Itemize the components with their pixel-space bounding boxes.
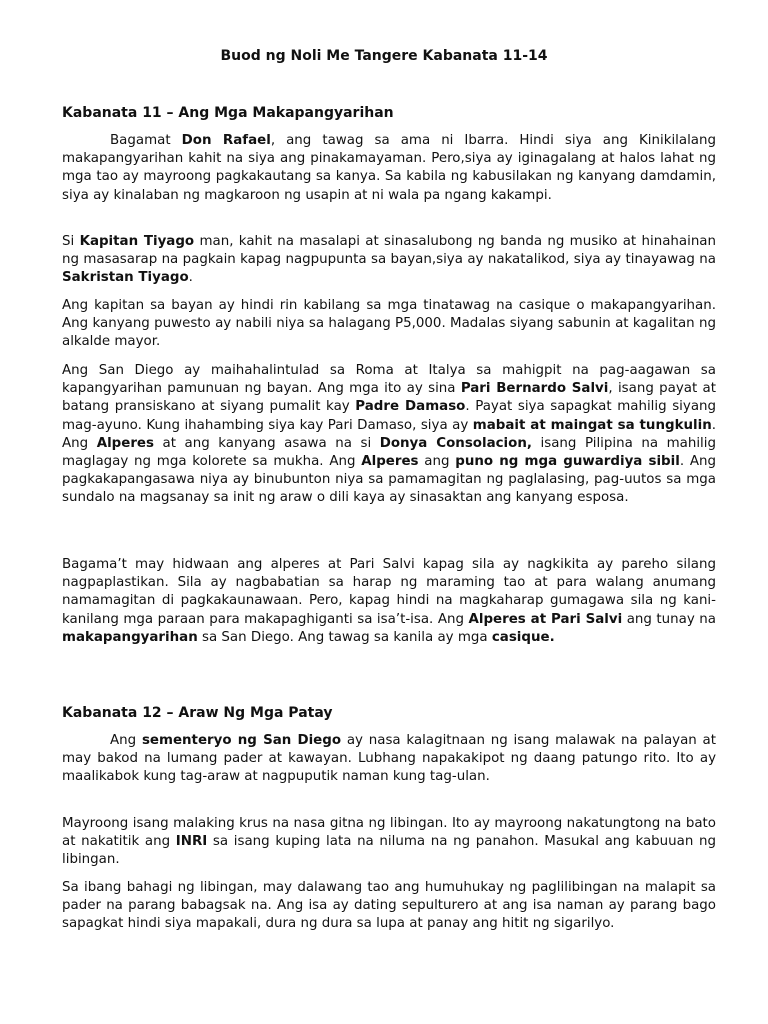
chapter-11-paragraph-3: [62, 297, 716, 352]
chapter-12-paragraph-1: [62, 732, 716, 787]
text-run: sa isang kuping lata na niluma na ng panahon. Masukal ang kabuuan ng libingan.: [62, 834, 717, 868]
text-run: at ang kanyang asawa na si: [153, 435, 380, 451]
chapter-11-paragraph-1: [62, 132, 716, 205]
document-title: Buod ng Noli Me Tangere Kabanata 11-14: [220, 48, 548, 64]
bold-text-run: Alperes: [96, 435, 154, 451]
bold-text-run: mabait at maingat sa tungkulin: [472, 417, 712, 433]
text-run: Bagamat: [110, 133, 182, 148]
text-run: isang Pilipina na mahilig maglagay ng mga kolorete sa mukha. Ang: [62, 435, 716, 470]
text-run: ang: [418, 454, 456, 470]
text-run: . Ang pagkakapangasawa niya ay binubunton niya sa pamamagitan ng paglalasing, pag-uutos sa mga sundalo na magsanay sa init ng araw o dili kaya ay sinasaktan ang kanyang esposa.: [62, 454, 716, 506]
bold-text-run: Kapitan Tiyago: [79, 234, 195, 249]
bold-text-run: Alperes: [361, 454, 419, 470]
text-run: Mayroong isang malaking krus na nasa gitna ng libingan. Ito ay mayroong nakatungtong na bato at nakatitik ang: [62, 816, 716, 850]
text-run: , isang payat at batang pransiskano at siyang pumalit kay: [62, 381, 716, 415]
bold-text-run: Pari Bernardo Salvi: [460, 381, 609, 397]
text-run: sa San Diego. Ang tawag sa kanila ay mga: [197, 629, 492, 645]
chapter-12-heading: Kabanata 12 – Araw Ng Mga Patay: [62, 705, 333, 721]
text-run: Si: [62, 234, 80, 249]
text-run: man, kahit na masalapi at sinasalubong ng banda ng musiko at hinahainan ng masasarap na pagkain kapag nagpupunta sa bayan,siya ay nakatalikod, siya ay tinayawag na: [62, 234, 716, 268]
text-run: . Ang: [62, 417, 717, 451]
bold-text-run: sementeryo ng San Diego: [141, 733, 342, 748]
bold-text-run: puno ng mga guwardiya sibil: [455, 454, 680, 470]
text-run: Ang kapitan sa bayan ay hindi rin kabilang sa mga tinatawag na casique o makapangyarihan. Ang kanyang puwesto ay nabili niya sa halagang P5,000. Madalas siyang sabunin at kagalitan ng alkalde mayor.: [62, 298, 716, 350]
text-run: . Payat siya sapagkat mahilig siyang mag-ayuno. Kung ihahambing siya kay Pari Damaso, siya ay: [62, 399, 717, 433]
bold-text-run: casique.: [491, 629, 555, 645]
text-run: , ang tawag sa ama ni Ibarra. Hindi siya ang Kinikilalang makapangyarihan kahit na siya ang pinakamayaman. Pero,siya ay iginagalang at halos lahat ng mga tao ay mayroong pagkakautang sa kanya. Sa kabila ng kabusilakan ng kanyang damdamin, siya ay kinalaban ng magkaroon ng usapin at ni wala pa ngang kakampi.: [62, 133, 717, 203]
text-run: Ang San Diego ay maihahalintulad sa Roma at Italya sa mahigpit na pag-aagawan sa kapangyarihan pamunuan ng bayan. Ang mga ito ay sina: [62, 363, 716, 397]
bold-text-run: Don Rafael: [181, 133, 271, 148]
text-run: Ang: [110, 733, 142, 748]
text-run: ang tunay na: [622, 611, 716, 627]
chapter-12-paragraph-3: [62, 879, 716, 934]
chapter-11-paragraph-4: [62, 362, 716, 508]
chapter-11-heading: Kabanata 11 – Ang Mga Makapangyarihan: [62, 105, 394, 121]
text-run: Sa ibang bahagi ng libingan, may dalawang tao ang humuhukay ng paglilibingan na malapit sa pader na parang babagsak na. Ang isa ay dating sepulturero at ang isa naman ay parang bago sapagkat hindi siya mapakali, dura ng dura sa lupa at panay ang hitit ng sigarilyo.: [62, 880, 716, 932]
text-run: .: [188, 270, 193, 286]
bold-text-run: Padre Damaso: [355, 399, 466, 415]
bold-text-run: INRI: [175, 834, 208, 850]
text-run: Bagama’t may hidwaan ang alperes at Pari Salvi kapag sila ay nagkikita ay pareho silang nagpaplastikan. Sila ay nagbabatian sa harap ng maraming tao at para walang anumang namamagitan di pagkakaunawaan. Pero, kapag hindi na magkaharap gumagawa sila ng kani-kanilang mga paraan para makapaghiganti sa isa’t-isa. Ang: [62, 557, 716, 627]
chapter-11-paragraph-2: [62, 233, 716, 288]
bold-text-run: Sakristan Tiyago: [62, 270, 189, 286]
bold-text-run: Donya Consolacion,: [379, 435, 532, 451]
bold-text-run: Alperes at Pari Salvi: [468, 611, 623, 627]
chapter-11-paragraph-5: [62, 556, 716, 647]
text-run: ay nasa kalagitnaan ng isang malawak na palayan at may bakod na lumang pader at kawayan. Lubhang napakakipot ng daang patungo rito. Ito ay maalikabok kung tag-araw at nagpuputik naman kung tag-ulan.: [62, 733, 717, 785]
bold-text-run: makapangyarihan: [62, 629, 198, 645]
chapter-12-paragraph-2: [62, 815, 716, 870]
